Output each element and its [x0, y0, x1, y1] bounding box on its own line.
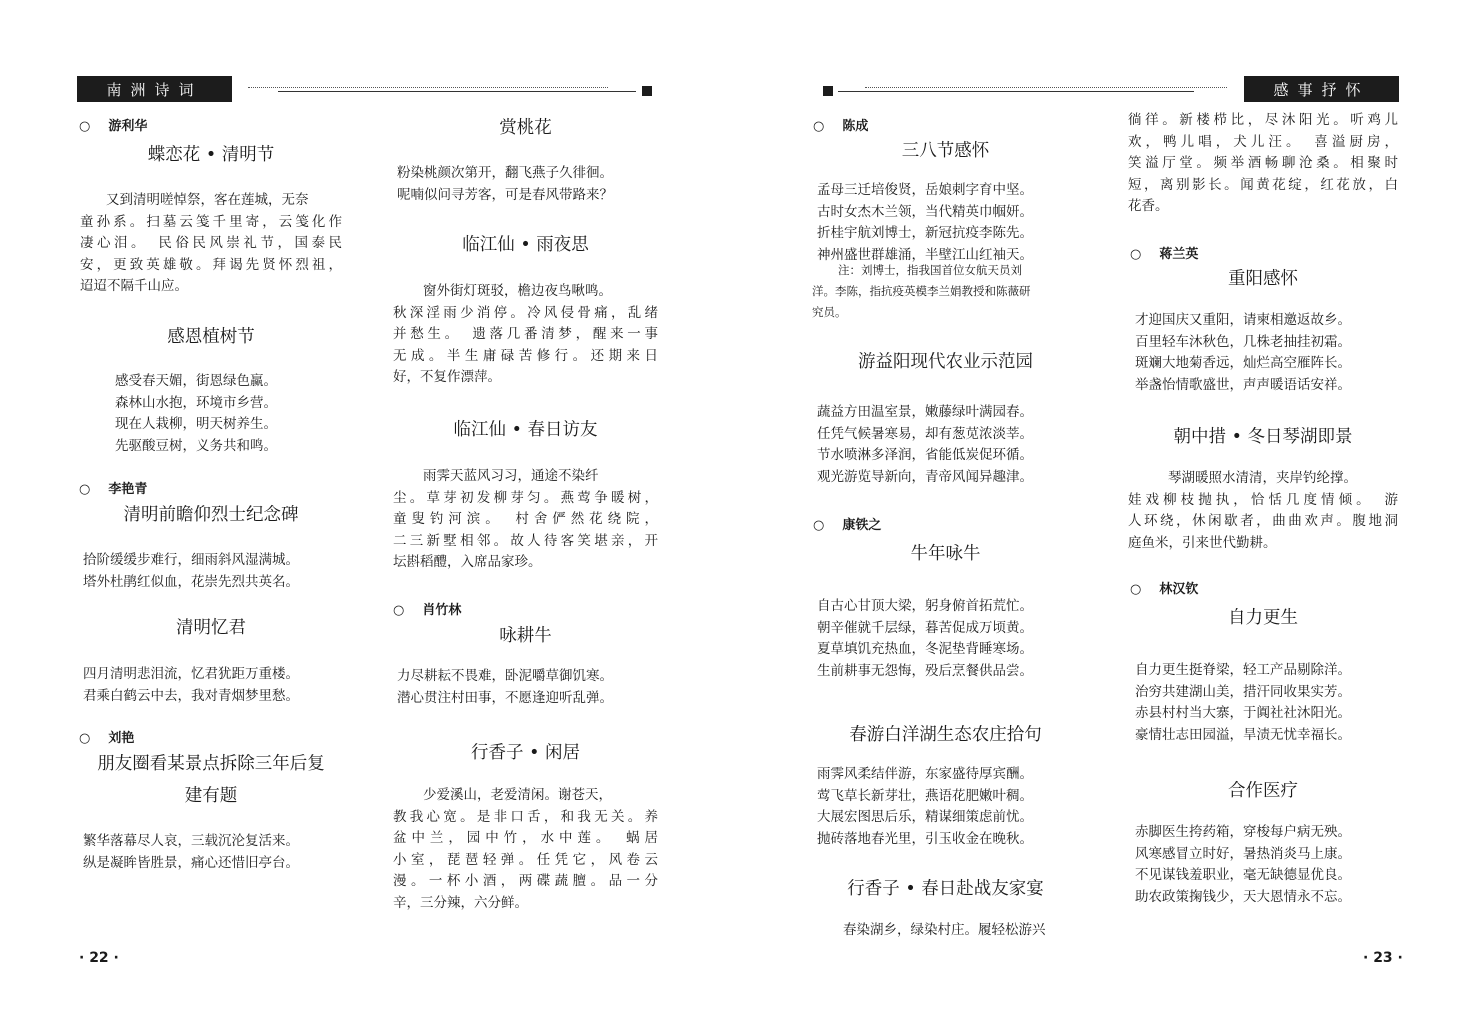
poem-line: 庭鱼米，引来世代勤耕。	[1128, 534, 1277, 551]
poem-title: 朝中措 • 冬日琴湖即景	[1173, 427, 1353, 447]
poem-line: 辛，三分辣，六分鲜。	[393, 894, 528, 911]
poem-body-continued	[1128, 110, 1398, 218]
poem-line: 先驱酸豆树，义务共和鸣。	[115, 437, 277, 454]
poem-annotation	[812, 260, 1031, 323]
poem-line: 古时女杰木兰领，当代精英巾帼妍。	[817, 203, 1033, 220]
poem-line: 人环绕，休闲歇者，曲曲欢声。腹地洞	[1128, 513, 1398, 529]
poem-line: 粉染桃颜次第开，翻飞燕子久徘徊。	[397, 165, 613, 181]
poem-line: 莺飞草长新芽壮，燕语花肥嫩叶稠。	[817, 787, 1033, 804]
right-page	[737, 0, 1474, 1020]
poem-line: 才迎国庆又重阳，请柬相邀返故乡。	[1135, 312, 1351, 328]
poem-body	[817, 764, 1033, 850]
poem-line: 节水喷淋多泽润，省能低炭促环循。	[817, 447, 1033, 463]
poem-line: 孟母三迁培俊贤，岳娘刺字育中坚。	[817, 182, 1033, 198]
poem-body	[393, 281, 658, 389]
header-square-marker	[642, 86, 652, 96]
poem-body	[393, 785, 658, 914]
annotation-line: 洋。李陈，指抗疫英模李兰娟教授和陈薇研	[812, 284, 1031, 298]
circle-bullet-icon: ○	[813, 518, 825, 533]
circle-bullet-icon: ○	[1130, 247, 1142, 262]
poem-author: ○ 刘艳	[79, 731, 135, 746]
poem-line: 二三新墅相邻。故人待客笑堪亲，开	[393, 532, 658, 549]
poem-line: 短，离别影长。闻黄花绽，红花放，白	[1128, 176, 1398, 193]
poem-title: 清明前瞻仰烈士纪念碑	[123, 505, 299, 525]
poem-body	[1135, 660, 1351, 746]
poem-line: 风寒感冒立时好，暑热消炎马上康。	[1135, 845, 1351, 862]
page-number: · 23 ·	[1363, 950, 1403, 966]
poem-body	[1135, 822, 1351, 908]
poem-line: 童孙系。扫墓云笺千里寄，云笺化作	[80, 213, 342, 230]
poem-line: 神州盛世群雄涌，半壁江山红袖天。	[817, 246, 1033, 263]
poem-line: 蔬益方田温室景，嫩藤绿叶满园春。	[817, 404, 1033, 420]
poem-title: 咏耕牛	[499, 626, 552, 646]
poem-body	[817, 402, 1033, 488]
poem-title: 临江仙 • 春日访友	[453, 420, 598, 440]
poem-line: 无成。半生庸碌苦修行。还期来日	[393, 347, 658, 364]
poem-line: 斑斓大地菊香远，灿烂高空雁阵长。	[1135, 355, 1351, 371]
poem-author: ○ 康铁之	[813, 518, 882, 533]
poem-line: 漫。一杯小酒，两碟蔬膻。品一分	[393, 873, 658, 889]
poem-line: 不见谋钱羞职业，毫无缺德显优良。	[1135, 867, 1351, 883]
poem-line: 四月清明悲泪流，忆君犹距万重楼。	[83, 666, 299, 682]
poem-line: 又到清明嗟悼祭，客在莲城，无奈	[106, 192, 309, 208]
poem-body	[80, 190, 342, 298]
poem-line: 凄心泪。 民俗民风崇礼节，国泰民	[80, 235, 342, 251]
poem-line: 秋深淫雨少消停。冷风侵骨痛，乱绪	[393, 304, 658, 321]
poem-line: 举盏怡情歌盛世，声声暖语话安祥。	[1135, 376, 1351, 393]
poem-title: 游益阳现代农业示范园	[858, 352, 1033, 372]
poem-author: ○ 游利华	[79, 119, 148, 134]
poem-line: 赤脚医生挎药箱，穿梭每户病无殃。	[1135, 824, 1351, 840]
poem-body	[817, 180, 1033, 266]
poem-line: 小室，琵琶轻弹。任凭它，风卷云	[393, 851, 658, 868]
poem-body	[397, 666, 613, 709]
poem-line: 夏草填饥充热血，冬泥垫背睡寒场。	[817, 641, 1033, 657]
poem-title: 三八节感怀	[901, 141, 990, 161]
poem-line: 好，不复作漂萍。	[393, 369, 501, 385]
poem-body	[115, 371, 277, 457]
poem-title: 朋友圈看某景点拆除三年后复	[97, 754, 325, 774]
poem-line: 大展宏图思后乐，精谋细策虑前忧。	[817, 809, 1033, 825]
poem-line: 君乘白鹤云中去，我对青烟梦里愁。	[83, 687, 299, 704]
poem-line: 窗外街灯斑驳，檐边夜鸟啾鸣。	[423, 283, 612, 299]
poem-line: 呢喃似问寻芳客，可是春风带路来？	[397, 186, 613, 203]
circle-bullet-icon: ○	[813, 119, 825, 134]
header-solid-rule	[838, 91, 1194, 92]
header-dotted-rule	[248, 87, 608, 88]
circle-bullet-icon: ○	[79, 731, 91, 746]
poem-line: 任凭气候暑寒易，却有葱苋浓淡莘。	[817, 425, 1033, 442]
poem-line: 百里轻车沐秋色，几株老抽挂初霜。	[1135, 333, 1351, 350]
poem-line: 自力更生挺脊梁，轻工产品剔除洋。	[1135, 662, 1351, 678]
poem-body	[83, 664, 299, 707]
poem-line: 徜徉。新楼栉比，尽沐阳光。听鸡儿	[1128, 112, 1398, 128]
poem-title: 蝶恋花 • 清明节	[147, 145, 275, 165]
poem-body	[397, 163, 613, 206]
poem-author: ○ 肖竹林	[393, 603, 462, 618]
poem-line: 繁华落幕尽人哀，三载沉沦复活来。	[83, 833, 299, 849]
annotation-line: 注：刘博士，指我国首位女航天员刘	[838, 263, 1022, 277]
poem-title: 感恩植树节	[167, 327, 255, 347]
poem-line: 潜心贯注村田事，不愿逢迎听乱弹。	[397, 689, 613, 706]
poem-body	[1135, 310, 1351, 396]
poem-line: 迢迢不隔千山应。	[80, 278, 188, 294]
poem-line: 笑溢厅堂。频举酒畅聊沧桑。相聚时	[1128, 155, 1398, 171]
circle-bullet-icon: ○	[393, 603, 405, 618]
poem-line: 雨霁风柔结伴游，东家盛待厚宾酬。	[817, 766, 1033, 782]
circle-bullet-icon: ○	[79, 119, 91, 134]
poem-line: 赤县村村当大寨，于阗社社沐阳光。	[1135, 705, 1351, 721]
circle-bullet-icon: ○	[1130, 582, 1142, 597]
poem-title: 清明忆君	[176, 618, 246, 638]
poem-line: 塔外杜鹃红似血，花崇先烈共英名。	[83, 573, 299, 590]
poem-author: ○ 蒋兰英	[1130, 247, 1199, 262]
poem-title: 春游白洋湖生态农庄拾句	[849, 725, 1042, 745]
poem-line: 春染湖乡，绿染村庄。履轻松游兴	[843, 922, 1046, 938]
poem-title: 赏桃花	[499, 118, 552, 138]
poem-body	[1128, 468, 1398, 554]
poem-title: 重阳感怀	[1228, 269, 1298, 289]
poem-line: 纵是凝眸皆胜景，痛心还惜旧亭台。	[83, 854, 299, 871]
poem-line: 少爱溪山，老爱清闲。谢苍天，	[423, 787, 612, 803]
annotation-line: 究员。	[812, 305, 847, 319]
poem-line: 感受春天媚，街恩绿色赢。	[115, 373, 277, 389]
poem-line: 琴湖暖照水清清，夹岸钓纶撑。	[1168, 470, 1357, 486]
section-header: 南洲诗词	[77, 76, 232, 102]
poem-body	[393, 466, 658, 574]
poem-author: ○ 李艳青	[79, 482, 148, 497]
poem-title: 行香子 • 春日赴战友家宴	[847, 879, 1044, 899]
poem-title: 自力更生	[1228, 608, 1298, 628]
poem-line: 朝辛催就千层绿，暮苦促成万顷黄。	[817, 619, 1033, 636]
header-dotted-rule	[865, 87, 1227, 88]
poem-line: 助农政策掬钱少，天大恩情永不忘。	[1135, 888, 1351, 905]
poem-line: 盆中兰，园中竹，水中莲。 蜗居	[393, 830, 658, 846]
poem-body	[83, 831, 299, 874]
poem-line: 并愁生。 遗落几番清梦，醒来一事	[393, 326, 658, 342]
poem-author: ○ 林汉钦	[1130, 582, 1199, 597]
poem-line: 童叟钓河滨。 村舍俨然花绕院，	[393, 511, 658, 527]
poem-line: 坛斟稻醴，入席品家珍。	[393, 554, 542, 570]
poem-author: ○ 陈成	[813, 119, 869, 134]
poem-line: 尘。草芽初发柳芽匀。燕莺争暖树，	[393, 489, 658, 506]
header-solid-rule	[278, 91, 636, 92]
poem-line: 治穷共建湖山美，措汗同收果实芳。	[1135, 683, 1351, 700]
poem-line: 娃戏柳枝抛执，恰恬几度情倾。 游	[1128, 491, 1398, 508]
poem-body	[83, 550, 299, 593]
poem-title-continued: 建有题	[184, 786, 238, 806]
poem-title: 合作医疗	[1228, 781, 1298, 801]
section-header: 感事抒怀	[1244, 76, 1399, 102]
poem-line: 折桂宇航刘博士，新冠抗疫李陈先。	[817, 225, 1033, 241]
poem-title: 行香子 • 闲居	[471, 743, 580, 763]
poem-line: 拾阶缓缓步难行，细雨斜风湿满城。	[83, 552, 299, 568]
poem-title: 临江仙 • 雨夜思	[462, 235, 589, 255]
header-square-marker	[823, 86, 833, 96]
poem-title: 牛年咏牛	[910, 544, 981, 564]
poem-line: 森林山水抱，环境市乡营。	[115, 394, 277, 411]
poem-line: 安，更致英雄敬。拜谒先贤怀烈祖，	[80, 256, 342, 273]
poem-line: 观光游览导新向，青帝风闻异趣津。	[817, 468, 1033, 485]
poem-line: 雨霁天蓝风习习，通途不染纤	[423, 468, 599, 484]
poem-line: 现在人栽柳，明天树养生。	[115, 416, 277, 432]
poem-line: 欢，鸭儿唱，犬儿汪。 喜溢厨房，	[1128, 133, 1398, 150]
poem-line: 花香。	[1128, 198, 1169, 214]
poem-line: 豪情壮志田园溢，旱渍无忧幸福长。	[1135, 726, 1351, 743]
poem-line: 自古心甘顶大梁，躬身俯首拓荒忙。	[817, 598, 1033, 614]
poem-body	[817, 596, 1033, 682]
poem-line: 教我心宽。是非口舌，和我无关。养	[393, 808, 658, 825]
poem-line: 生前耕事无怨悔，殁后烹餐供品尝。	[817, 662, 1033, 679]
poem-line: 抛砖落地春光里，引玉收金在晚秋。	[817, 830, 1033, 847]
page-number: · 22 ·	[79, 950, 119, 966]
poem-body	[813, 920, 1046, 942]
circle-bullet-icon: ○	[79, 482, 91, 497]
poem-line: 力尽耕耘不畏难，卧泥嚼草御饥寒。	[397, 668, 613, 684]
